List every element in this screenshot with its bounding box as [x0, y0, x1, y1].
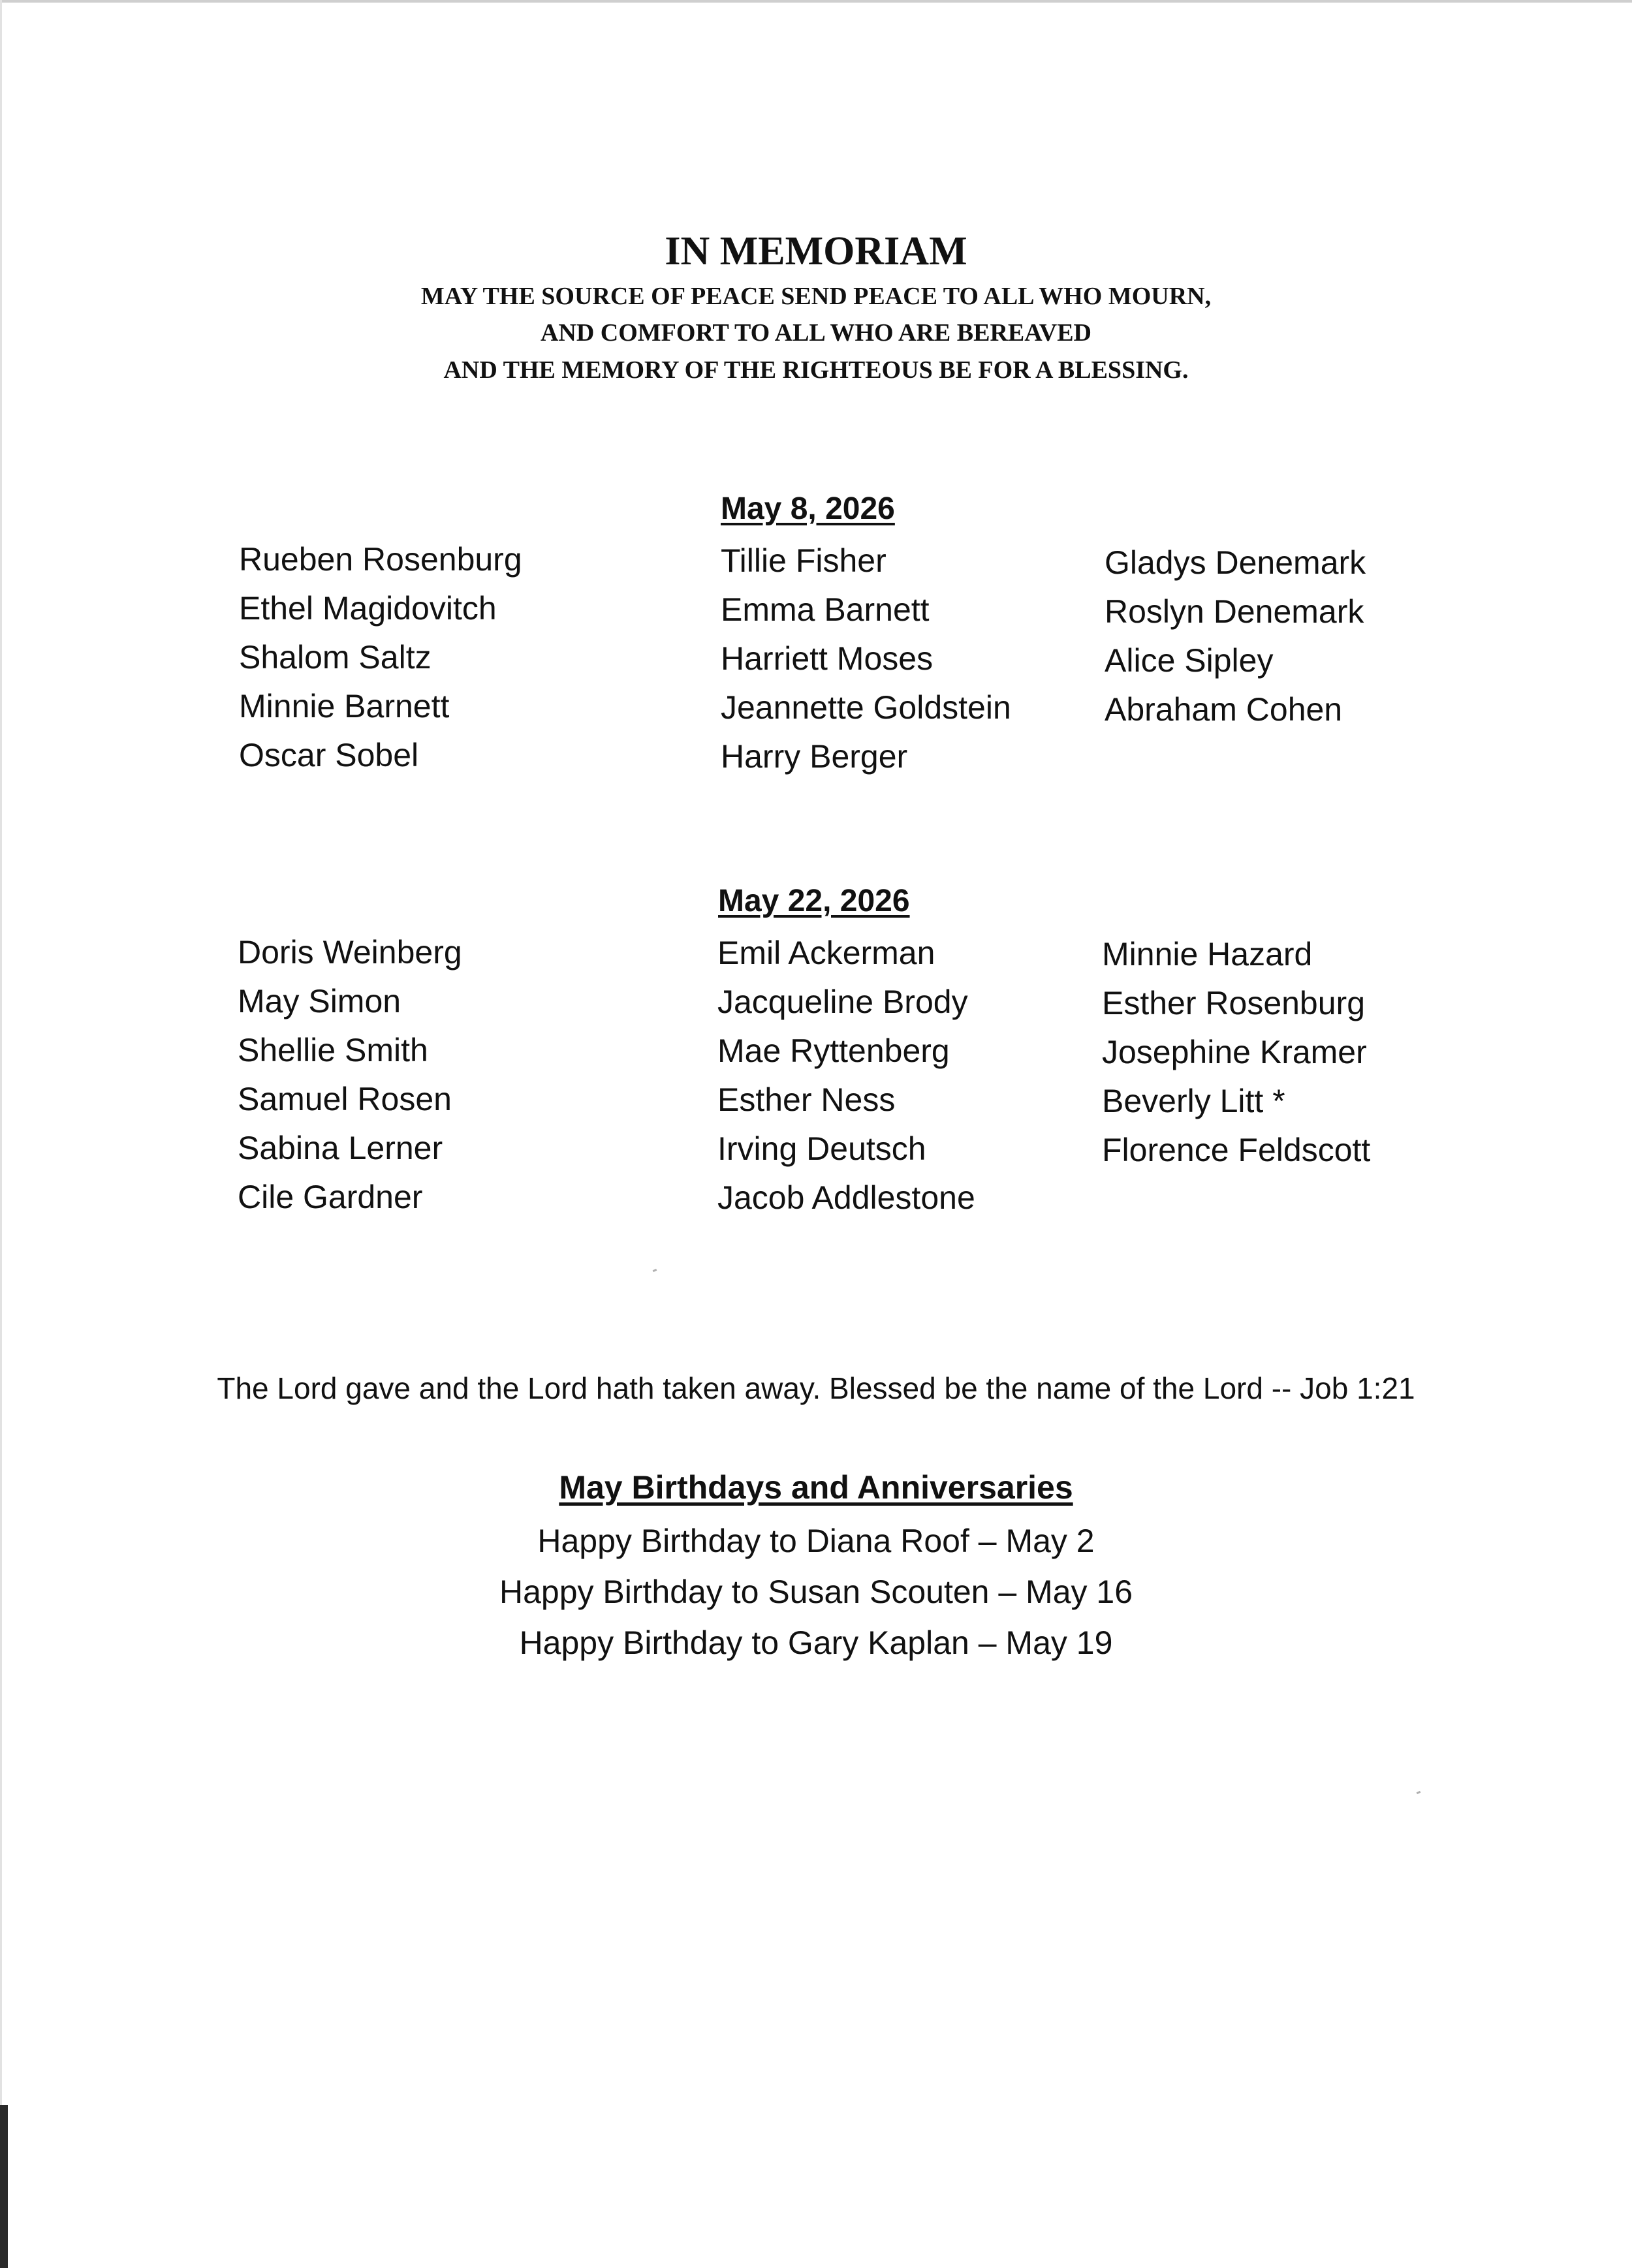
name-item: Minnie Barnett	[239, 688, 450, 724]
name-item: Gladys Denemark	[1105, 544, 1366, 581]
name-item: Tillie Fisher	[721, 542, 887, 579]
name-item: Cile Gardner	[238, 1179, 423, 1215]
name-item: Jeannette Goldstein	[721, 689, 1011, 726]
scan-speck	[653, 1269, 657, 1272]
name-item: Minnie Hazard	[1102, 936, 1313, 972]
birthday-item: Happy Birthday to Gary Kaplan – May 19	[519, 1624, 1113, 1661]
name-item: Jacob Addlestone	[717, 1179, 975, 1216]
scan-mark-left	[0, 2105, 8, 2268]
name-item: Florence Feldscott	[1102, 1132, 1371, 1168]
name-item: Sabina Lerner	[238, 1130, 443, 1166]
birthdays-heading: May Birthdays and Anniversaries	[559, 1469, 1073, 1506]
name-item: Doris Weinberg	[238, 934, 462, 971]
names-column-2	[721, 536, 1011, 781]
subtitle-line-3: AND THE MEMORY OF THE RIGHTEOUS BE FOR A BLESSING.	[443, 356, 1189, 384]
name-item: Jacqueline Brody	[717, 984, 968, 1020]
name-item: Ethel Magidovitch	[239, 590, 497, 627]
name-item: Emil Ackerman	[717, 935, 935, 971]
names-column-3	[1105, 538, 1366, 734]
birthdays-list	[0, 1515, 1632, 1668]
name-item: Harry Berger	[721, 738, 908, 775]
name-item: Irving Deutsch	[717, 1130, 926, 1167]
name-item: Shellie Smith	[238, 1032, 428, 1068]
page-title: IN MEMORIAM	[665, 229, 967, 273]
name-item: Esther Rosenburg	[1102, 985, 1366, 1021]
name-item: May Simon	[238, 983, 401, 1019]
name-item: Emma Barnett	[721, 591, 930, 628]
names-column-1	[238, 928, 462, 1222]
name-item: Esther Ness	[717, 1081, 896, 1118]
name-item: Roslyn Denemark	[1105, 593, 1364, 630]
name-item: Beverly Litt *	[1102, 1083, 1285, 1119]
closing-quote: The Lord gave and the Lord hath taken away. Blessed be the name of the Lord -- Job 1:21	[217, 1371, 1415, 1405]
section-date-may-8: May 8, 2026	[721, 491, 895, 526]
birthday-item: Happy Birthday to Diana Roof – May 2	[537, 1523, 1095, 1559]
names-column-2	[717, 929, 975, 1222]
section-date-may-22: May 22, 2026	[718, 884, 910, 918]
name-item: Samuel Rosen	[238, 1081, 452, 1117]
names-column-1	[239, 535, 522, 780]
name-item: Alice Sipley	[1105, 642, 1274, 679]
scan-edge-top	[0, 0, 1632, 3]
name-item: Mae Ryttenberg	[717, 1033, 950, 1069]
name-item: Shalom Saltz	[239, 639, 432, 676]
name-item: Harriett Moses	[721, 640, 934, 677]
scan-speck	[1417, 1791, 1421, 1794]
name-item: Josephine Kramer	[1102, 1034, 1367, 1070]
names-column-3	[1102, 930, 1370, 1175]
name-item: Oscar Sobel	[239, 737, 419, 773]
subtitle-line-2: AND COMFORT TO ALL WHO ARE BEREAVED	[540, 319, 1091, 347]
birthday-item: Happy Birthday to Susan Scouten – May 16	[499, 1574, 1133, 1610]
name-item: Abraham Cohen	[1105, 691, 1343, 728]
name-item: Rueben Rosenburg	[239, 541, 522, 578]
subtitle-line-1: MAY THE SOURCE OF PEACE SEND PEACE TO ALL WHO MOURN,	[420, 283, 1212, 310]
